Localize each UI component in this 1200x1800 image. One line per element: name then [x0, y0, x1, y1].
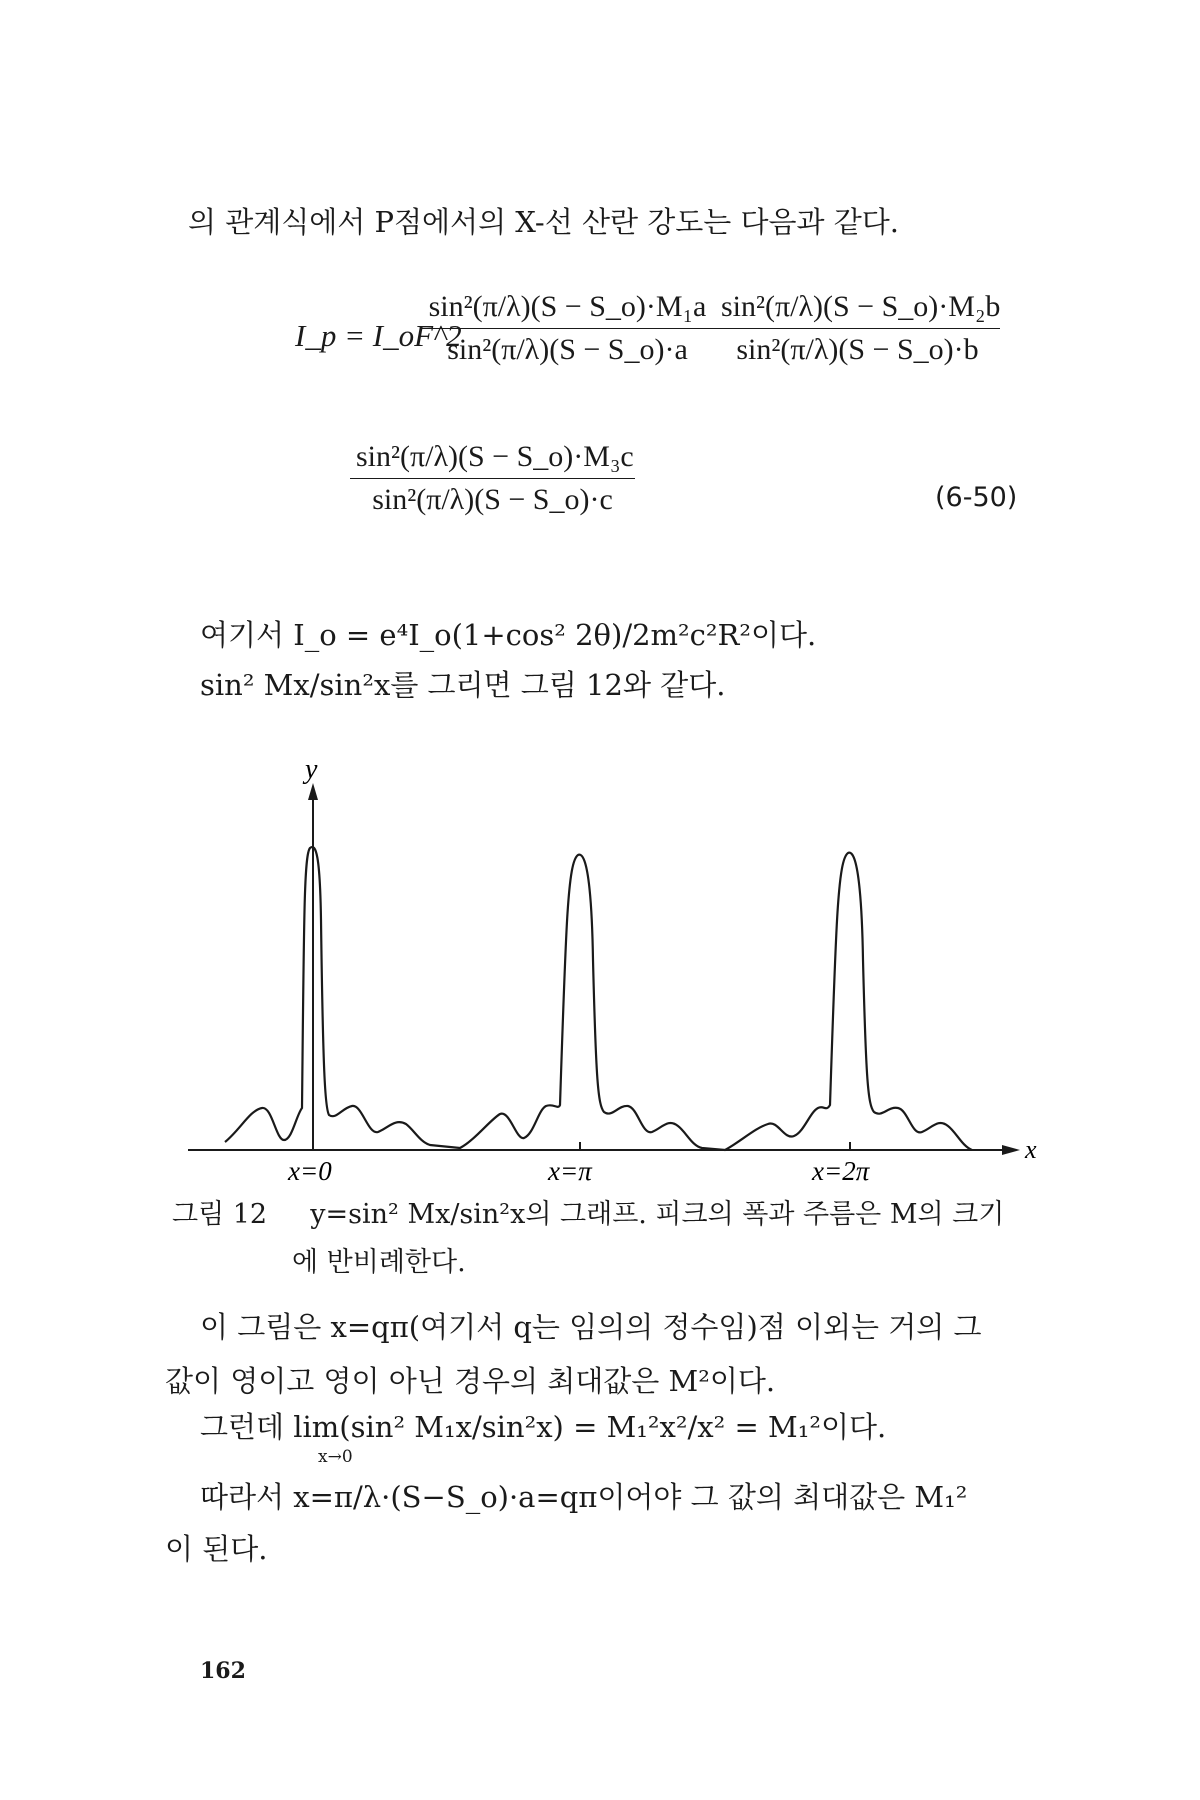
definition-text: 여기서 I_o = e⁴I_o(1+cos² 2θ)/2m²c²R²이다. [200, 618, 817, 652]
plot-intro-text: sin² Mx/sin²x를 그리면 그림 12와 같다. [200, 668, 726, 702]
caption-label: 그림 12 [172, 1199, 268, 1230]
tick-label-2pi: x=2π [812, 1156, 870, 1186]
figure-caption [172, 1192, 1004, 1231]
caption-text-line1: y=sin² Mx/sin²x의 그래프. 피크의 폭과 주름은 M의 크기 [310, 1199, 1005, 1230]
y-axis-label: y [305, 754, 318, 785]
fraction-a-denominator: sin²(π/λ)(S − S_o)·a [447, 333, 688, 366]
fraction-b-denominator: sin²(π/λ)(S − S_o)·b [736, 333, 979, 366]
fraction-c-denominator: sin²(π/λ)(S − S_o)·c [372, 483, 613, 516]
body-line-3: 그런데 lim(sin² M₁x/sin²x) = M₁²x²/x² = M₁²이다. [200, 1410, 887, 1444]
tick-label-pi: x=π [548, 1156, 592, 1186]
x-axis-label: x [1025, 1135, 1037, 1164]
body-line-5: 이 된다. [165, 1532, 268, 1566]
tick-label-0: x=0 [288, 1156, 332, 1186]
y-axis-arrowhead [308, 783, 318, 800]
x-axis-arrowhead [1002, 1145, 1020, 1155]
fraction-b-numerator: sin²(π/λ)(S − S_o)·M₂b [721, 290, 1001, 323]
body-line-1: 이 그림은 x=qπ(여기서 q는 임의의 정수임)점 이외는 거의 그 [200, 1310, 982, 1344]
interference-curve [225, 847, 972, 1150]
caption-continuation: 에 반비례한다. [292, 1247, 466, 1278]
equation-number: (6-50) [935, 482, 1018, 513]
body-line-4: 따라서 x=π/λ·(S−S_o)·a=qπ이어야 그 값의 최대값은 M₁² [200, 1480, 968, 1514]
body-line-2: 값이 영이고 영이 아닌 경우의 최대값은 M²이다. [165, 1364, 776, 1398]
fraction-a-numerator: sin²(π/λ)(S − S_o)·M₁a [428, 290, 707, 323]
page-number: 162 [200, 1658, 246, 1684]
intro-text: 의 관계식에서 P점에서의 X-선 산란 강도는 다음과 같다. [188, 205, 899, 239]
equation-lhs: I_p = I_oF^2 [295, 318, 462, 353]
fraction-c-numerator: sin²(π/λ)(S − S_o)·M₃c [356, 440, 634, 473]
limit-subscript: x→0 [318, 1447, 353, 1467]
